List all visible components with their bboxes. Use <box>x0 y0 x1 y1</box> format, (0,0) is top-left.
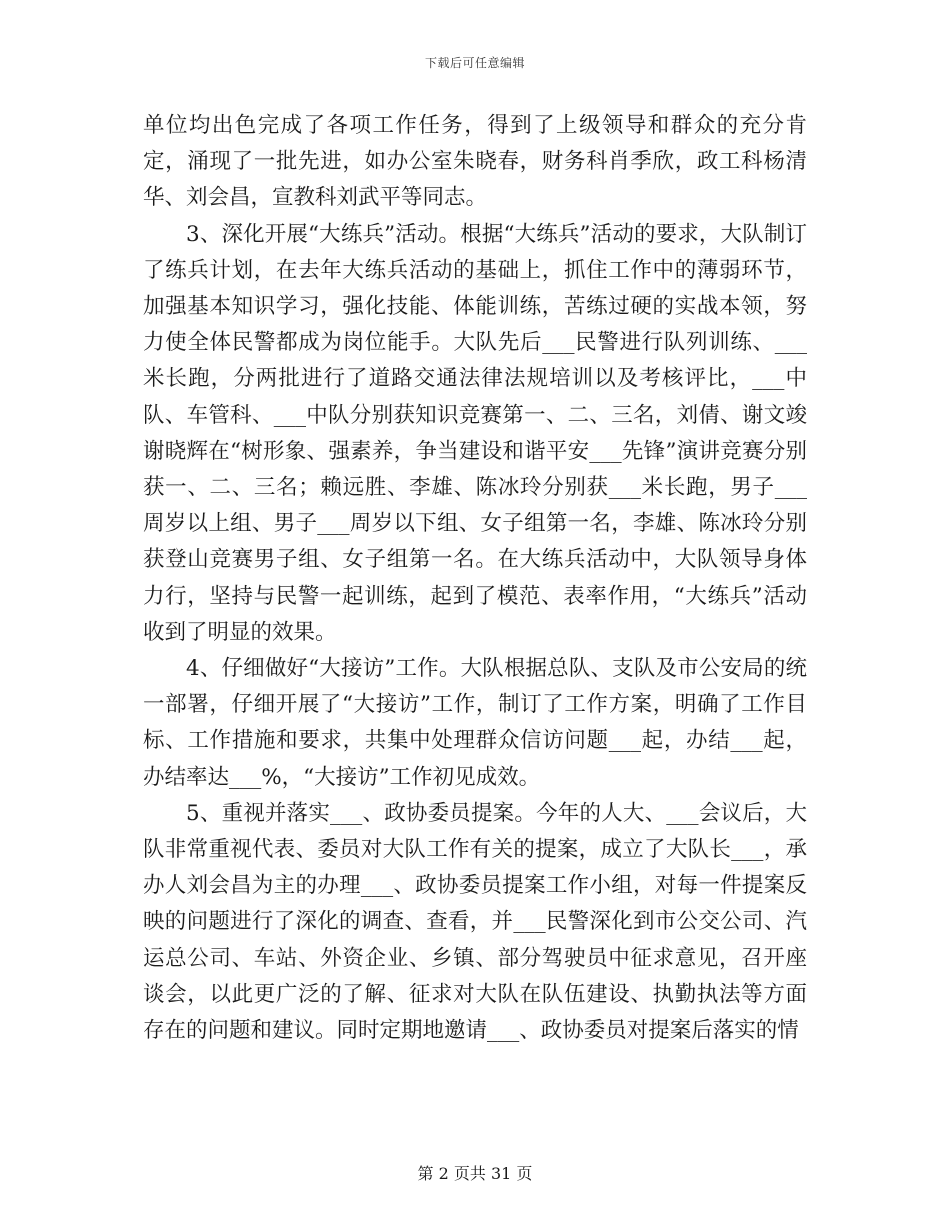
page-number: 第 2 页共 31 页 <box>417 1164 533 1183</box>
paragraph-item-3: 3、深化开展“大练兵”活动。根据“大练兵”活动的要求，大队制订了练兵计划，在去年大练兵活动的基础上，抓住工作中的薄弱环节，加强基本知识学习，强化技能、体能训练，苦练过硬的实战本领，努力使全体民警都成为岗位能手。大队先后___民警进行队列训练、___米长跑，分两批进行了道路交通法律法规培训以及考核评比，___中队、车管科、___中队分别获知识竞赛第一、二、三名，刘倩、谢文竣谢晓辉在“树形象、强素养，争当建设和谐平安___先锋”演讲竞赛分别获一、二、三名；赖远胜、李雄、陈冰玲分别获___米长跑，男子___周岁以上组、男子___周岁以下组、女子组第一名，李雄、陈冰玲分别获登山竞赛男子组、女子组第一名。在大练兵活动中，大队领导身体力行，坚持与民警一起训练，起到了模范、表率作用，“大练兵”活动收到了明显的效果。 <box>143 221 807 645</box>
paragraph-continuation: 单位均出色完成了各项工作任务，得到了上级领导和群众的充分肯定，涌现了一批先进，如办公室朱晓春，财务科肖季欣，政工科杨清华、刘会昌，宣教科刘武平等同志。 <box>143 113 807 211</box>
document-body <box>143 108 807 1049</box>
paragraph-item-4: 4、仔细做好“大接访”工作。大队根据总队、支队及市公安局的统一部署，仔细开展了“大接访”工作，制订了工作方案，明确了工作目标、工作措施和要求，共集中处理群众信访问题___起，办结___起，办结率达___%，“大接访”工作初见成效。 <box>143 656 807 790</box>
page-header-note: 下载后可任意编辑 <box>424 56 525 70</box>
paragraph-item-5: 5、重视并落实___、政协委员提案。今年的人大、___会议后，大队非常重视代表、委员对大队工作有关的提案，成立了大队长___，承办人刘会昌为主的办理___、政协委员提案工作小组，对每一件提案反映的问题进行了深化的调查、查看，并___民警深化到市公交公司、汽运总公司、车站、外资企业、乡镇、部分驾驶员中征求意见，召开座谈会，以此更广泛的了解、征求对大队在队伍建设、执勤执法等方面存在的问题和建议。同时定期地邀请___、政协委员对提案后落实的情 <box>143 800 807 1044</box>
